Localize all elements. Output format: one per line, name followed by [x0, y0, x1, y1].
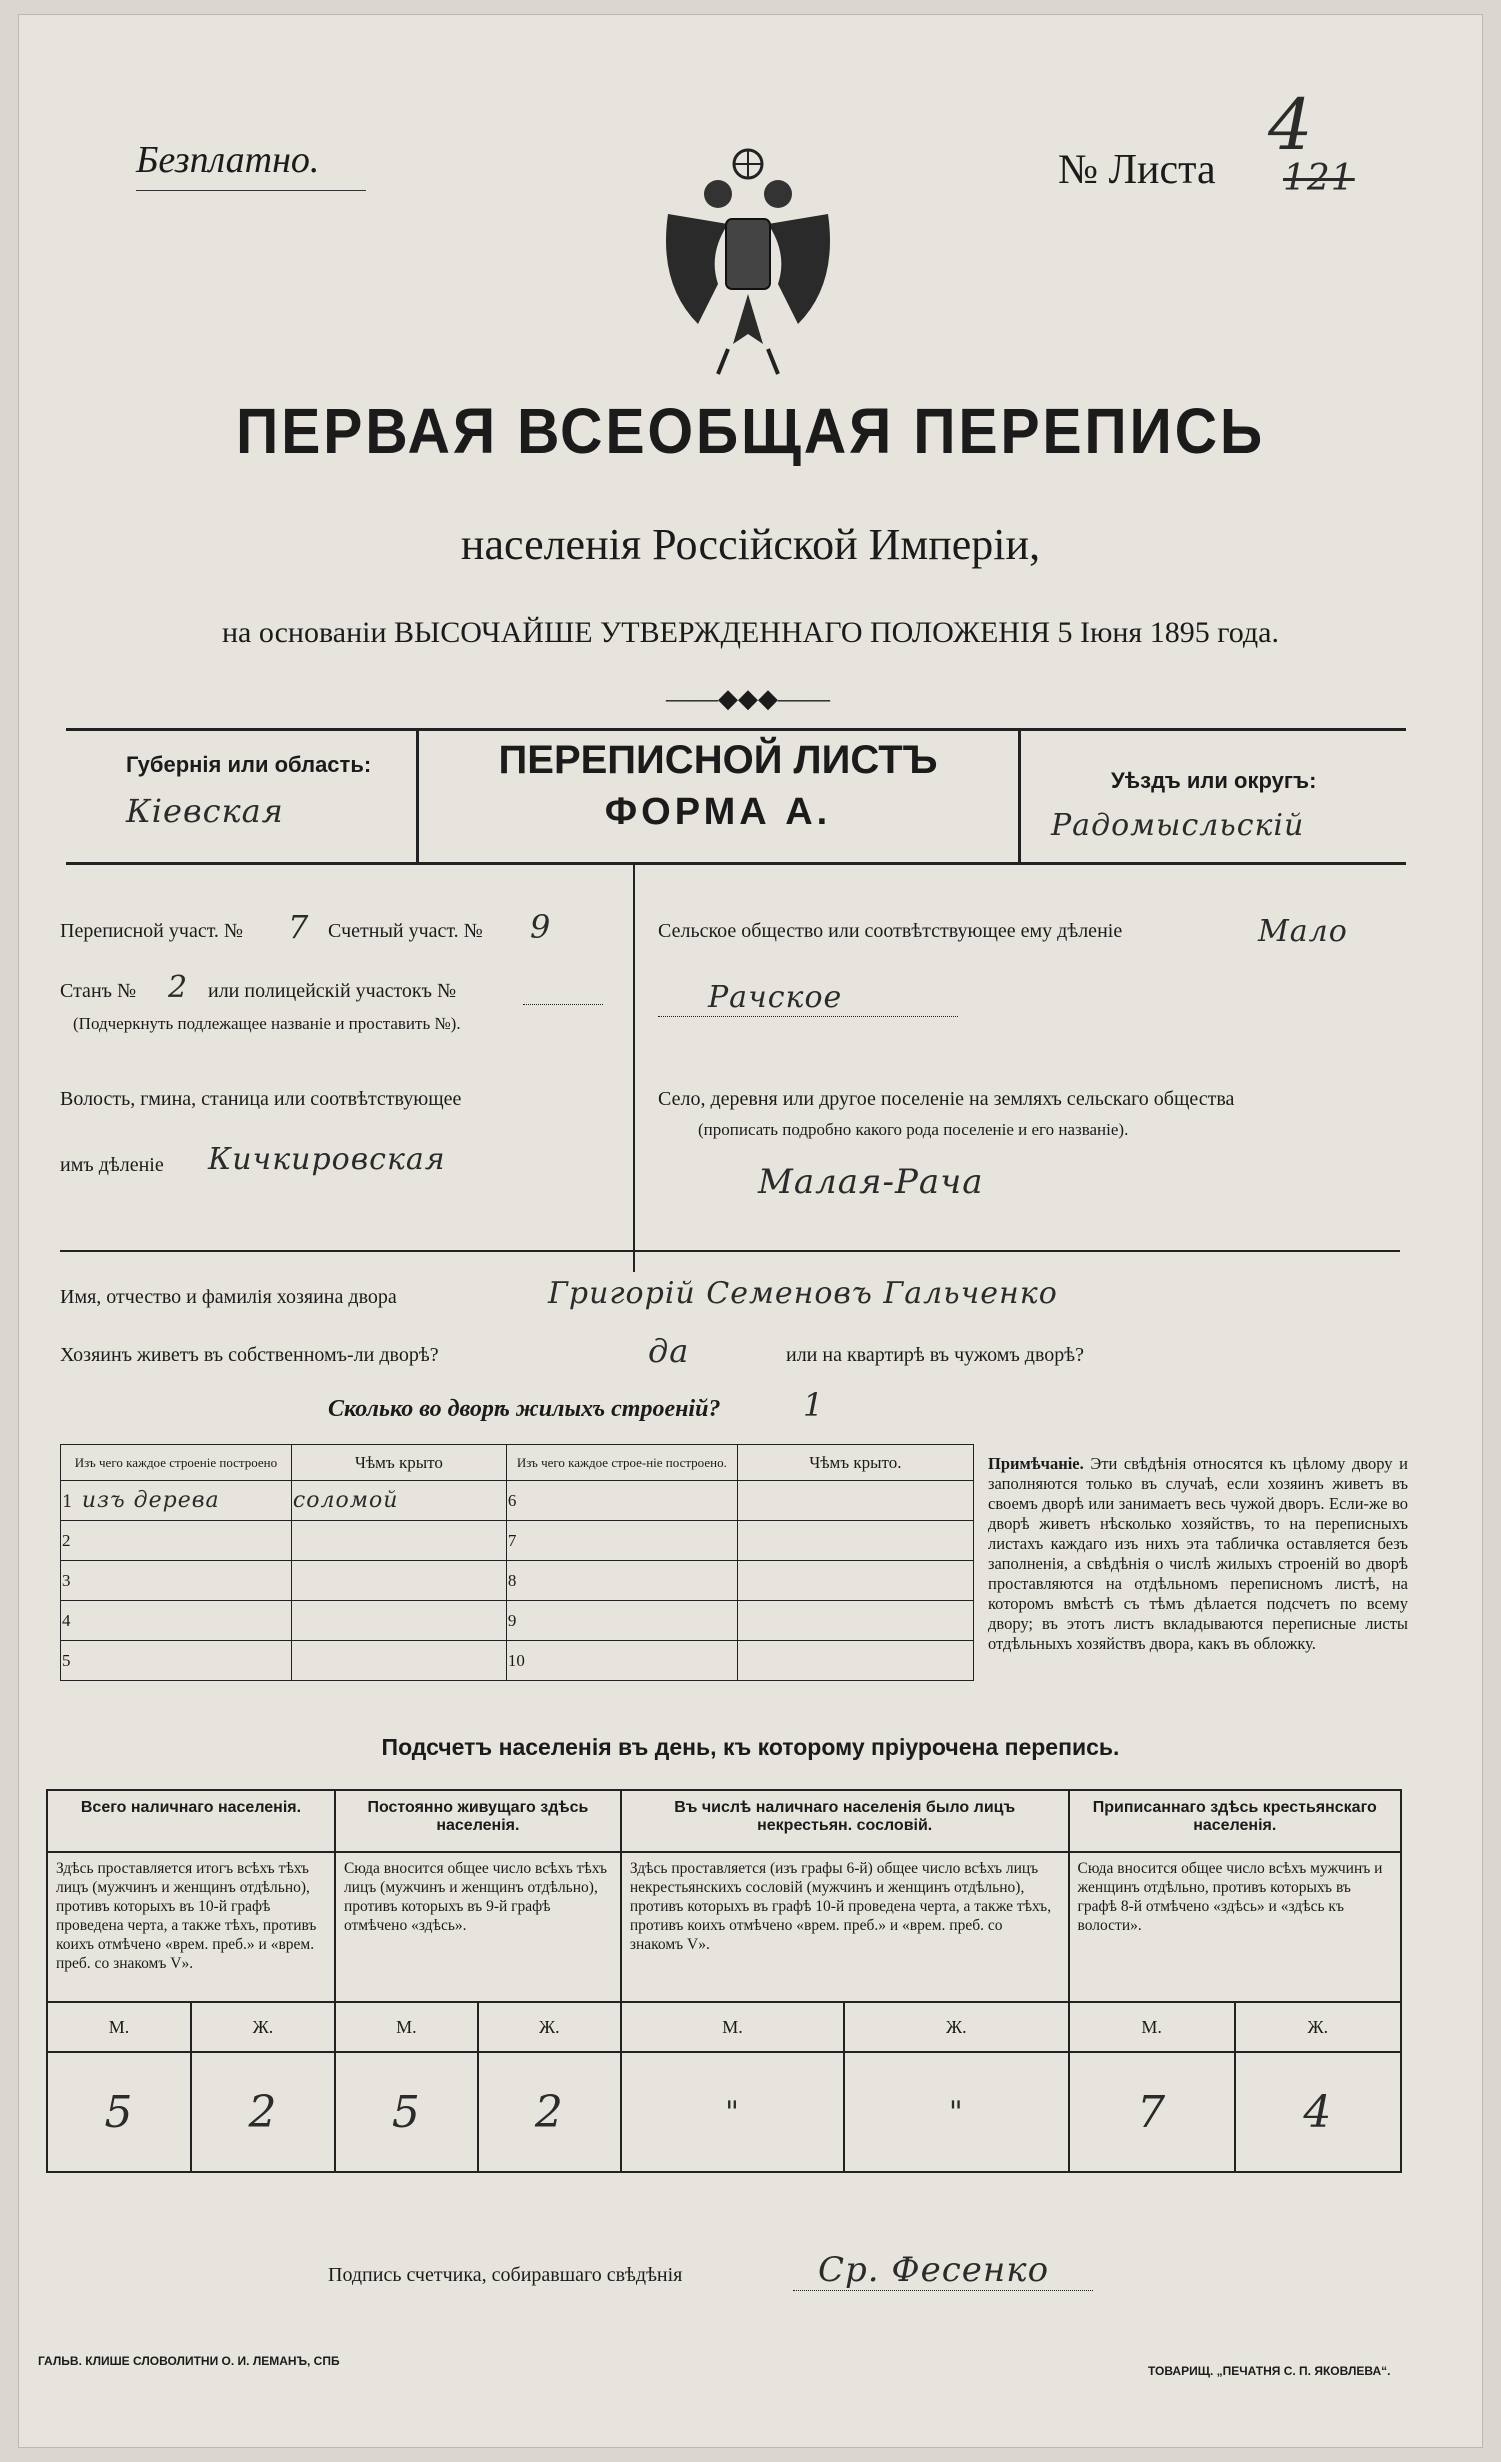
building-material: изъ дерева [81, 1488, 220, 1513]
buildings-count-label: Сколько во дворѣ жилыхъ строеній? [328, 1396, 721, 1422]
tally-col-registered-desc: Сюда вносится общее число всѣхъ мужчинъ и женщинъ отдѣльно, противъ которыхъ въ графѣ 8-й отмѣчено «здѣсь» и «здѣсь къ волости». [1069, 1852, 1401, 2002]
empty-cell [737, 1521, 973, 1561]
row-number: 10 [506, 1641, 737, 1681]
empty-cell [737, 1641, 973, 1681]
buildings-col-material: Изъ чего каждое строеніе построено [61, 1445, 292, 1481]
empty-cell [737, 1481, 973, 1521]
row-number: 7 [506, 1521, 737, 1561]
empty-cell [291, 1641, 506, 1681]
registered-male-value: 7 [1069, 2052, 1235, 2172]
resident-male-value: 5 [335, 2052, 478, 2172]
row-number: 3 [61, 1561, 292, 1601]
census-district-value: 7 [288, 908, 310, 946]
empty-cell [291, 1521, 506, 1561]
tally-col-nonpeasant-desc: Здѣсь проставляется (изъ графы 6-й) общее число всѣхъ лицъ некрестьянскихъ сословій (мужчинъ и женщинъ отдѣльно), противъ которыхъ въ графѣ 10-й проведена черта, а также тѣхъ, противъ коихъ отмѣчено «врем. преб.» и «врем. преб. со знакомъ V». [621, 1852, 1069, 2002]
table-row [61, 1561, 974, 1601]
female-header: Ж. [478, 2002, 621, 2052]
signature-value: Ср. Фесенко [818, 2250, 1050, 2290]
footer-right: ТОВАРИЩ. „ПЕЧАТНЯ С. П. ЯКОВЛЕВА“. [1148, 2364, 1391, 2378]
volost-label: Волость, гмина, станица или соотвѣтствующее [60, 1088, 462, 1110]
registered-female-value: 4 [1235, 2052, 1401, 2172]
male-header: М. [1069, 2002, 1235, 2052]
table-row [61, 1521, 974, 1561]
police-value-line [523, 1004, 603, 1005]
owner-name-label: Имя, отчество и фамилія хозяина двора [60, 1286, 397, 1308]
tally-col-nonpeasant-head: Въ числѣ наличнаго населенія было лицъ некрестьян. сословій. [621, 1790, 1069, 1852]
note-text: Эти свѣдѣнія относятся къ цѣлому двору и заполняются только въ случаѣ, если хозяинъ живетъ въ своемъ дворѣ или занимаетъ весь чужой дворъ. Если-же во дворѣ живетъ нѣсколько хозяйствъ, то на переписныхъ листахъ каждаго изъ нихъ эта табличка оставляется безъ заполненія, а свѣдѣнія о числѣ жилыхъ строеній во дворѣ проставляются на отдѣльномъ переписномъ листѣ, на которомъ вмѣстѣ съ тѣмъ дѣлается подсчетъ по всему двору; въ этотъ листъ вкладываются переписные листы отдѣльныхъ хозяйствъ двора, какъ въ обложку. [988, 1454, 1408, 1653]
rented-label: или на квартирѣ въ чужомъ дворѣ? [786, 1344, 1085, 1366]
own-yard-label: Хозяинъ живетъ въ собственномъ-ли дворѣ? [60, 1344, 439, 1366]
gubernia-box [66, 728, 419, 862]
sheet-number-struck: 121 [1283, 158, 1355, 199]
table-row [61, 1641, 974, 1681]
owner-name-value: Григорій Семеновъ Гальченко [548, 1276, 1058, 1311]
count-district-value: 9 [530, 908, 552, 946]
sheet-number-handwritten: 4 [1268, 84, 1314, 166]
stan-label: Станъ № [60, 980, 137, 1002]
volost-value: Кичкировская [208, 1142, 446, 1177]
tally-col-registered-head: Приписаннаго здѣсь крестьянскаго населенія. [1069, 1790, 1401, 1852]
free-underline [136, 190, 366, 191]
present-female-value: 2 [191, 2052, 335, 2172]
gubernia-label: Губернія или область: [126, 752, 372, 777]
police-note: (Подчеркнуть подлежащее названіе и проставить №). [73, 1014, 461, 1033]
buildings-table [60, 1444, 974, 1681]
gubernia-value: Кіевская [126, 792, 284, 830]
free-label: Безплатно. [136, 139, 320, 181]
stan-value: 2 [168, 970, 189, 1005]
form-name: ФОРМА А. [604, 791, 832, 833]
imperial-eagle-icon [638, 134, 858, 394]
buildings-col-material-2: Изъ чего каждое строе-ніе построено. [506, 1445, 737, 1481]
society-value-2: Рачское [708, 980, 843, 1015]
female-header: Ж. [844, 2002, 1068, 2052]
building-roof: соломой [291, 1481, 506, 1521]
form-title: ПЕРЕПИСНОЙ ЛИСТЪ [498, 738, 938, 782]
society-value-1: Мало [1258, 914, 1348, 949]
tally-col-resident-head: Постоянно живущаго здѣсь населенія. [335, 1790, 621, 1852]
band-bottom-rule [66, 862, 1406, 865]
resident-female-value: 2 [478, 2052, 621, 2172]
sheet-number-label: № Листа [1058, 147, 1216, 193]
table-row [61, 1481, 974, 1521]
uezd-label: Уѣздъ или округъ: [1111, 768, 1317, 793]
buildings-count-value: 1 [803, 1386, 825, 1424]
empty-cell [291, 1561, 506, 1601]
census-sheet [18, 14, 1483, 2448]
document-subtitle: населенія Россійской Имперіи, [460, 520, 1041, 569]
own-yard-value: да [648, 1332, 690, 1370]
village-note: (прописать подробно какого рода поселеніе и его названіе). [698, 1120, 1129, 1139]
male-header: М. [47, 2002, 191, 2052]
signature-label: Подпись счетчика, собиравшаго свѣдѣнія [328, 2264, 683, 2286]
empty-cell [291, 1601, 506, 1641]
tally-title: Подсчетъ населенія въ день, къ которому пріурочена перепись. [381, 1734, 1120, 1760]
row-number: 4 [61, 1601, 292, 1641]
present-male-value: 5 [47, 2052, 191, 2172]
female-header: Ж. [191, 2002, 335, 2052]
male-header: М. [335, 2002, 478, 2052]
empty-cell [737, 1561, 973, 1601]
footer-left: ГАЛЬВ. КЛИШЕ СЛОВОЛИТНИ О. И. ЛЕМАНЪ, СПБ [38, 2354, 340, 2368]
society-underline [658, 1016, 958, 1017]
village-label: Село, деревня или другое поселеніе на земляхъ сельскаго общества [658, 1088, 1235, 1110]
table-row [61, 1601, 974, 1641]
note-heading: Примѣчаніе. [988, 1454, 1084, 1473]
police-label: или полицейскій участокъ № [208, 980, 457, 1002]
vertical-divider [633, 862, 635, 1272]
village-value: Малая-Рача [758, 1162, 984, 1202]
form-header [428, 738, 1008, 834]
buildings-col-roof: Чѣмъ крыто [291, 1445, 506, 1481]
row-number: 6 [506, 1481, 737, 1521]
tally-col-present-desc: Здѣсь проставляется итогъ всѣхъ тѣхъ лицъ (мужчинъ и женщинъ отдѣльно), противъ которыхъ въ 10-й графѣ проведена черта, а также тѣхъ, противъ коихъ отмѣчено «врем. преб.» и «врем. преб. со знакомъ V». [47, 1852, 335, 2002]
nonpeasant-female-value: " [844, 2052, 1068, 2172]
note-block [988, 1454, 1408, 1654]
uezd-value: Радомысльскій [1051, 808, 1305, 843]
signature-underline [793, 2290, 1093, 2291]
row-number: 5 [61, 1641, 292, 1681]
volost-label-cont: имъ дѣленіе [60, 1154, 164, 1176]
buildings-col-roof-2: Чѣмъ крыто. [737, 1445, 973, 1481]
tally-col-resident-desc: Сюда вносится общее число всѣхъ тѣхъ лицъ (мужчинъ и женщинъ отдѣльно), противъ которыхъ въ 9-й графѣ отмѣчено «здѣсь». [335, 1852, 621, 2002]
female-header: Ж. [1235, 2002, 1401, 2052]
document-title: ПЕРВАЯ ВСЕОБЩАЯ ПЕРЕПИСЬ [236, 395, 1265, 467]
ornament-divider: ——◆◆◆—— [666, 684, 830, 713]
nonpeasant-male-value: " [621, 2052, 844, 2172]
row-number: 1 [62, 1492, 74, 1512]
tally-table [46, 1789, 1402, 2173]
tally-col-present-head: Всего наличнаго населенія. [47, 1790, 335, 1852]
male-header: М. [621, 2002, 844, 2052]
society-label: Сельское общество или соотвѣтствующее ему дѣленіе [658, 920, 1123, 942]
row-number: 8 [506, 1561, 737, 1601]
census-district-label: Переписной участ. № [60, 920, 244, 942]
empty-cell [737, 1601, 973, 1641]
owner-rule [60, 1250, 1400, 1252]
row-number: 9 [506, 1601, 737, 1641]
legal-basis: на основаніи ВЫСОЧАЙШЕ УТВЕРЖДЕННАГО ПОЛОЖЕНІЯ 5 Іюня 1895 года. [222, 616, 1279, 649]
uezd-box [1018, 728, 1409, 862]
row-number: 2 [61, 1521, 292, 1561]
count-district-label: Счетный участ. № [328, 920, 483, 942]
